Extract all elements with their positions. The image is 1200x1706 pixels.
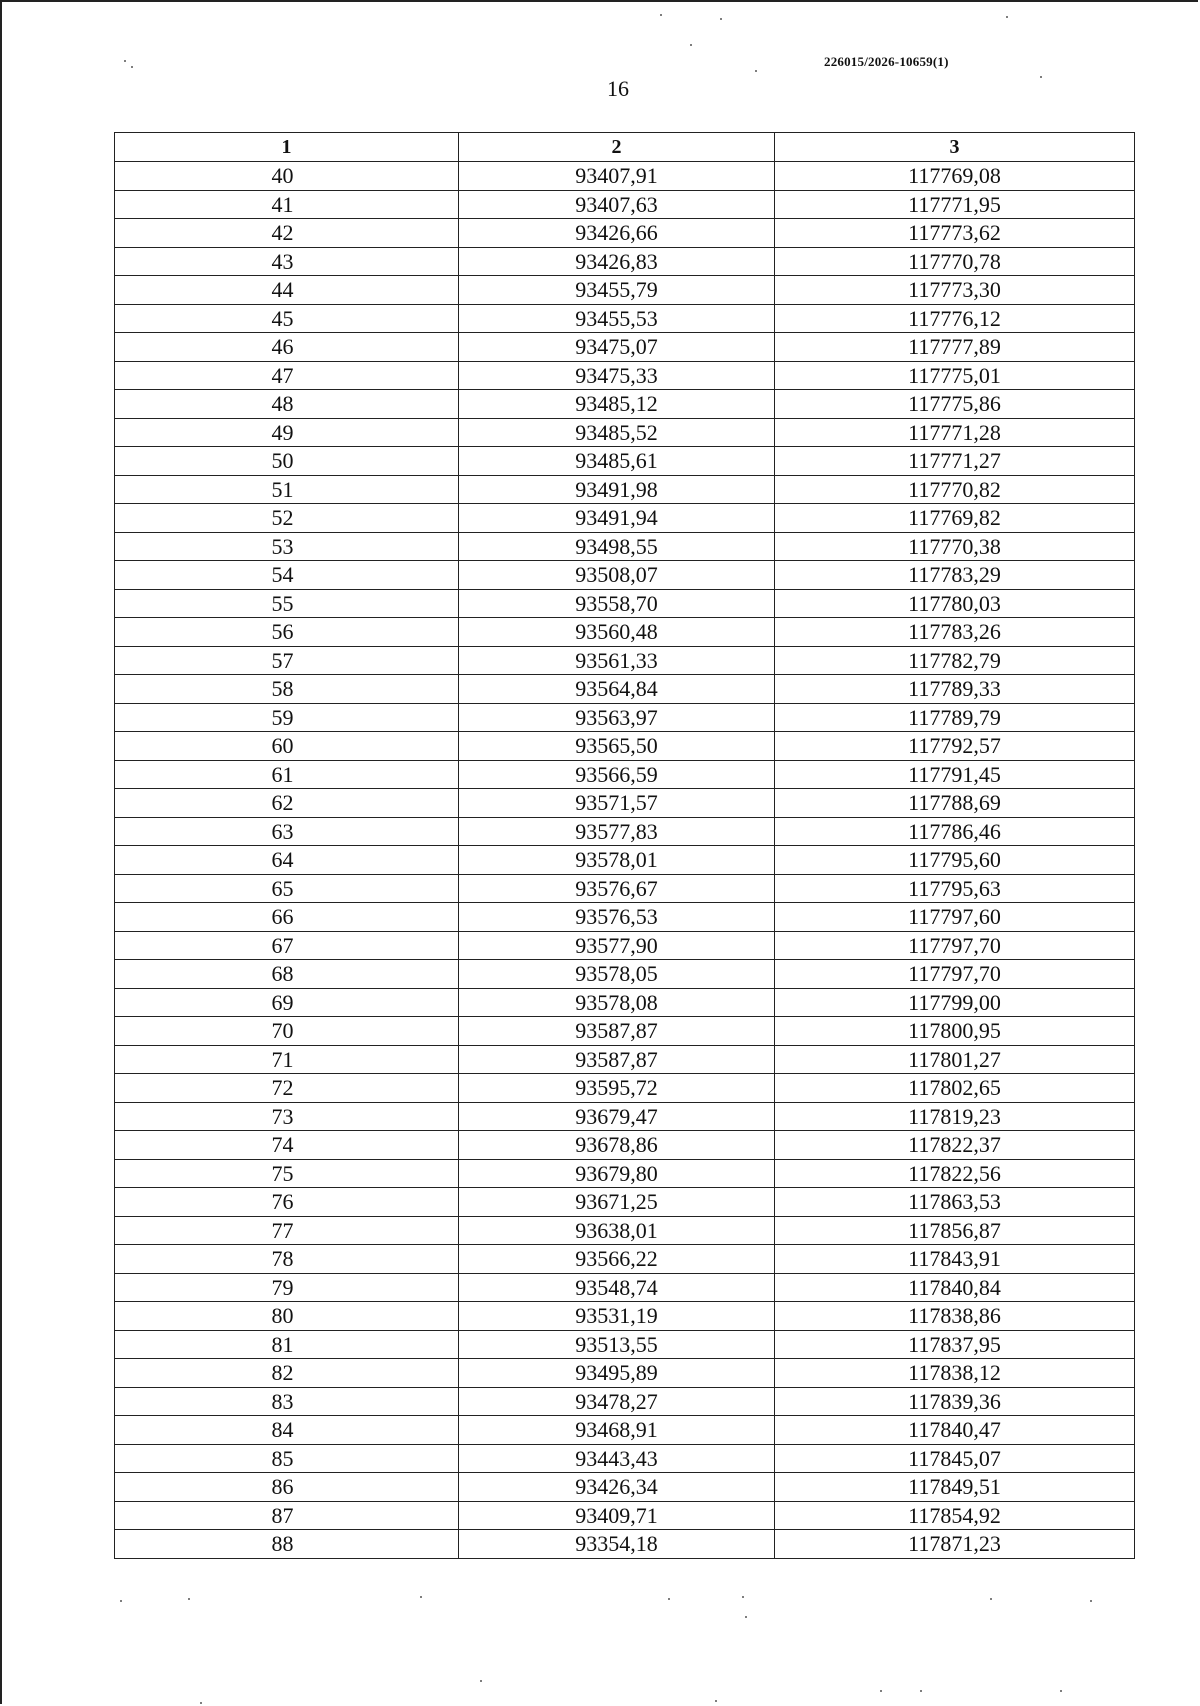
table-row bbox=[115, 1444, 1135, 1473]
table-cell-col-1: 59 bbox=[115, 703, 459, 732]
table-row bbox=[115, 561, 1135, 590]
table-row bbox=[115, 532, 1135, 561]
table-cell-col-2: 93671,25 bbox=[459, 1188, 775, 1217]
table-row bbox=[115, 589, 1135, 618]
table-cell-col-1: 66 bbox=[115, 903, 459, 932]
table-cell-col-1: 45 bbox=[115, 304, 459, 333]
table-row bbox=[115, 418, 1135, 447]
table-cell-col-3: 117770,78 bbox=[775, 247, 1135, 276]
table-cell-col-2: 93565,50 bbox=[459, 732, 775, 761]
table-cell-col-3: 117840,47 bbox=[775, 1416, 1135, 1445]
table-row bbox=[115, 361, 1135, 390]
table-cell-col-2: 93578,08 bbox=[459, 988, 775, 1017]
table-cell-col-1: 68 bbox=[115, 960, 459, 989]
table-cell-col-2: 93407,63 bbox=[459, 190, 775, 219]
table-cell-col-3: 117840,84 bbox=[775, 1273, 1135, 1302]
table-cell-col-2: 93478,27 bbox=[459, 1387, 775, 1416]
table-row bbox=[115, 390, 1135, 419]
table-cell-col-3: 117845,07 bbox=[775, 1444, 1135, 1473]
table-cell-col-3: 117777,89 bbox=[775, 333, 1135, 362]
table-row bbox=[115, 1188, 1135, 1217]
table-cell-col-2: 93566,59 bbox=[459, 760, 775, 789]
table-cell-col-1: 56 bbox=[115, 618, 459, 647]
table-cell-col-3: 117801,27 bbox=[775, 1045, 1135, 1074]
table-row bbox=[115, 1473, 1135, 1502]
table-row bbox=[115, 874, 1135, 903]
table-row bbox=[115, 1074, 1135, 1103]
table-cell-col-2: 93443,43 bbox=[459, 1444, 775, 1473]
table-header-row bbox=[115, 133, 1135, 162]
table-cell-col-3: 117837,95 bbox=[775, 1330, 1135, 1359]
table-cell-col-1: 44 bbox=[115, 276, 459, 305]
table-row bbox=[115, 304, 1135, 333]
table-cell-col-1: 86 bbox=[115, 1473, 459, 1502]
table-cell-col-1: 63 bbox=[115, 817, 459, 846]
table-cell-col-3: 117770,38 bbox=[775, 532, 1135, 561]
table-row bbox=[115, 1245, 1135, 1274]
table-cell-col-1: 48 bbox=[115, 390, 459, 419]
page-number: 16 bbox=[607, 76, 629, 101]
table-cell-col-1: 84 bbox=[115, 1416, 459, 1445]
table-cell-col-1: 73 bbox=[115, 1102, 459, 1131]
table-cell-col-3: 117799,00 bbox=[775, 988, 1135, 1017]
table-cell-col-1: 61 bbox=[115, 760, 459, 789]
table-cell-col-3: 117789,79 bbox=[775, 703, 1135, 732]
table-row bbox=[115, 1131, 1135, 1160]
table-row bbox=[115, 1102, 1135, 1131]
table-row bbox=[115, 846, 1135, 875]
table-cell-col-1: 80 bbox=[115, 1302, 459, 1331]
table-row bbox=[115, 703, 1135, 732]
table-cell-col-1: 74 bbox=[115, 1131, 459, 1160]
table-cell-col-2: 93495,89 bbox=[459, 1359, 775, 1388]
table-cell-col-1: 69 bbox=[115, 988, 459, 1017]
table-cell-col-3: 117838,12 bbox=[775, 1359, 1135, 1388]
table-cell-col-3: 117775,01 bbox=[775, 361, 1135, 390]
table-cell-col-3: 117839,36 bbox=[775, 1387, 1135, 1416]
table-row bbox=[115, 1501, 1135, 1530]
table-cell-col-1: 79 bbox=[115, 1273, 459, 1302]
table-cell-col-3: 117838,86 bbox=[775, 1302, 1135, 1331]
table-cell-col-3: 117771,27 bbox=[775, 447, 1135, 476]
table-cell-col-3: 117843,91 bbox=[775, 1245, 1135, 1274]
table-cell-col-3: 117795,63 bbox=[775, 874, 1135, 903]
column-header-1: 1 bbox=[115, 133, 459, 162]
table-cell-col-3: 117822,37 bbox=[775, 1131, 1135, 1160]
table-cell-col-1: 87 bbox=[115, 1501, 459, 1530]
table-cell-col-3: 117770,82 bbox=[775, 475, 1135, 504]
table-cell-col-1: 81 bbox=[115, 1330, 459, 1359]
table-row bbox=[115, 1330, 1135, 1359]
table-cell-col-2: 93409,71 bbox=[459, 1501, 775, 1530]
table-cell-col-3: 117822,56 bbox=[775, 1159, 1135, 1188]
table-cell-col-2: 93571,57 bbox=[459, 789, 775, 818]
table-row bbox=[115, 190, 1135, 219]
table-cell-col-2: 93491,98 bbox=[459, 475, 775, 504]
table-cell-col-1: 43 bbox=[115, 247, 459, 276]
table-cell-col-3: 117791,45 bbox=[775, 760, 1135, 789]
table-cell-col-2: 93508,07 bbox=[459, 561, 775, 590]
table-cell-col-3: 117797,70 bbox=[775, 931, 1135, 960]
table-cell-col-3: 117863,53 bbox=[775, 1188, 1135, 1217]
table-cell-col-2: 93426,66 bbox=[459, 219, 775, 248]
table-cell-col-3: 117773,30 bbox=[775, 276, 1135, 305]
table-cell-col-3: 117797,70 bbox=[775, 960, 1135, 989]
coordinates-table bbox=[114, 132, 1135, 1559]
table-cell-col-2: 93595,72 bbox=[459, 1074, 775, 1103]
column-header-3: 3 bbox=[775, 133, 1135, 162]
table-cell-col-2: 93563,97 bbox=[459, 703, 775, 732]
table-row bbox=[115, 1302, 1135, 1331]
table-row bbox=[115, 988, 1135, 1017]
table-row bbox=[115, 447, 1135, 476]
table-cell-col-2: 93587,87 bbox=[459, 1017, 775, 1046]
table-cell-col-1: 47 bbox=[115, 361, 459, 390]
table-cell-col-2: 93638,01 bbox=[459, 1216, 775, 1245]
table-cell-col-2: 93468,91 bbox=[459, 1416, 775, 1445]
table-cell-col-3: 117800,95 bbox=[775, 1017, 1135, 1046]
table-cell-col-2: 93587,87 bbox=[459, 1045, 775, 1074]
table-row bbox=[115, 760, 1135, 789]
table-cell-col-2: 93578,01 bbox=[459, 846, 775, 875]
table-cell-col-3: 117786,46 bbox=[775, 817, 1135, 846]
table-cell-col-2: 93485,52 bbox=[459, 418, 775, 447]
table-cell-col-3: 117788,69 bbox=[775, 789, 1135, 818]
table-cell-col-1: 41 bbox=[115, 190, 459, 219]
table-cell-col-3: 117782,79 bbox=[775, 646, 1135, 675]
table-row bbox=[115, 903, 1135, 932]
table-cell-col-1: 76 bbox=[115, 1188, 459, 1217]
table-row bbox=[115, 817, 1135, 846]
table-cell-col-3: 117769,82 bbox=[775, 504, 1135, 533]
table-cell-col-2: 93678,86 bbox=[459, 1131, 775, 1160]
table-cell-col-3: 117792,57 bbox=[775, 732, 1135, 761]
table-row bbox=[115, 646, 1135, 675]
table-cell-col-1: 49 bbox=[115, 418, 459, 447]
table-row bbox=[115, 618, 1135, 647]
table-cell-col-1: 42 bbox=[115, 219, 459, 248]
table-cell-col-3: 117856,87 bbox=[775, 1216, 1135, 1245]
table-cell-col-2: 93455,53 bbox=[459, 304, 775, 333]
table-cell-col-3: 117780,03 bbox=[775, 589, 1135, 618]
table-cell-col-2: 93560,48 bbox=[459, 618, 775, 647]
table-row bbox=[115, 276, 1135, 305]
table-cell-col-2: 93531,19 bbox=[459, 1302, 775, 1331]
table-row bbox=[115, 1359, 1135, 1388]
table-cell-col-3: 117871,23 bbox=[775, 1530, 1135, 1559]
table-cell-col-1: 75 bbox=[115, 1159, 459, 1188]
table-cell-col-3: 117802,65 bbox=[775, 1074, 1135, 1103]
table-cell-col-3: 117775,86 bbox=[775, 390, 1135, 419]
table-row bbox=[115, 1387, 1135, 1416]
table-cell-col-1: 82 bbox=[115, 1359, 459, 1388]
table-cell-col-3: 117769,08 bbox=[775, 162, 1135, 191]
table-row bbox=[115, 333, 1135, 362]
table-cell-col-2: 93548,74 bbox=[459, 1273, 775, 1302]
table-cell-col-2: 93426,34 bbox=[459, 1473, 775, 1502]
table-cell-col-1: 85 bbox=[115, 1444, 459, 1473]
table-cell-col-1: 40 bbox=[115, 162, 459, 191]
table-cell-col-2: 93576,67 bbox=[459, 874, 775, 903]
table-cell-col-1: 57 bbox=[115, 646, 459, 675]
table-cell-col-2: 93566,22 bbox=[459, 1245, 775, 1274]
table-cell-col-1: 50 bbox=[115, 447, 459, 476]
table-cell-col-1: 62 bbox=[115, 789, 459, 818]
table-cell-col-1: 67 bbox=[115, 931, 459, 960]
table-row bbox=[115, 931, 1135, 960]
table-cell-col-1: 55 bbox=[115, 589, 459, 618]
table-cell-col-2: 93577,83 bbox=[459, 817, 775, 846]
table-cell-col-1: 53 bbox=[115, 532, 459, 561]
table-cell-col-2: 93513,55 bbox=[459, 1330, 775, 1359]
table-cell-col-3: 117795,60 bbox=[775, 846, 1135, 875]
table-cell-col-3: 117789,33 bbox=[775, 675, 1135, 704]
table-cell-col-3: 117773,62 bbox=[775, 219, 1135, 248]
table-cell-col-2: 93498,55 bbox=[459, 532, 775, 561]
table-cell-col-3: 117797,60 bbox=[775, 903, 1135, 932]
table-row bbox=[115, 219, 1135, 248]
table-row bbox=[115, 960, 1135, 989]
table-cell-col-3: 117771,28 bbox=[775, 418, 1135, 447]
table-row bbox=[115, 675, 1135, 704]
table-cell-col-3: 117849,51 bbox=[775, 1473, 1135, 1502]
table-row bbox=[115, 1273, 1135, 1302]
table-cell-col-3: 117776,12 bbox=[775, 304, 1135, 333]
table-cell-col-2: 93455,79 bbox=[459, 276, 775, 305]
table-cell-col-2: 93561,33 bbox=[459, 646, 775, 675]
table-cell-col-1: 88 bbox=[115, 1530, 459, 1559]
table-row bbox=[115, 1159, 1135, 1188]
table-cell-col-2: 93578,05 bbox=[459, 960, 775, 989]
table-cell-col-1: 72 bbox=[115, 1074, 459, 1103]
table-cell-col-2: 93564,84 bbox=[459, 675, 775, 704]
table-row bbox=[115, 1416, 1135, 1445]
table-cell-col-2: 93576,53 bbox=[459, 903, 775, 932]
table-cell-col-3: 117783,29 bbox=[775, 561, 1135, 590]
table-cell-col-1: 77 bbox=[115, 1216, 459, 1245]
table-cell-col-1: 52 bbox=[115, 504, 459, 533]
table-cell-col-1: 58 bbox=[115, 675, 459, 704]
table-cell-col-2: 93679,47 bbox=[459, 1102, 775, 1131]
table-cell-col-1: 60 bbox=[115, 732, 459, 761]
table-row bbox=[115, 732, 1135, 761]
table-cell-col-2: 93475,07 bbox=[459, 333, 775, 362]
table-row bbox=[115, 1216, 1135, 1245]
table-cell-col-1: 83 bbox=[115, 1387, 459, 1416]
table-cell-col-3: 117771,95 bbox=[775, 190, 1135, 219]
table-row bbox=[115, 789, 1135, 818]
table-cell-col-1: 46 bbox=[115, 333, 459, 362]
table-cell-col-1: 64 bbox=[115, 846, 459, 875]
table-row bbox=[115, 504, 1135, 533]
table-cell-col-1: 65 bbox=[115, 874, 459, 903]
table-cell-col-2: 93407,91 bbox=[459, 162, 775, 191]
table-row bbox=[115, 475, 1135, 504]
table-cell-col-1: 54 bbox=[115, 561, 459, 590]
table-cell-col-3: 117783,26 bbox=[775, 618, 1135, 647]
table-body bbox=[115, 162, 1135, 1559]
table-cell-col-2: 93679,80 bbox=[459, 1159, 775, 1188]
table-row bbox=[115, 247, 1135, 276]
table-row bbox=[115, 1017, 1135, 1046]
table-row bbox=[115, 1530, 1135, 1559]
table-cell-col-1: 70 bbox=[115, 1017, 459, 1046]
table-cell-col-2: 93354,18 bbox=[459, 1530, 775, 1559]
table-row bbox=[115, 1045, 1135, 1074]
table-cell-col-2: 93475,33 bbox=[459, 361, 775, 390]
table-cell-col-1: 51 bbox=[115, 475, 459, 504]
table-cell-col-2: 93577,90 bbox=[459, 931, 775, 960]
table-cell-col-1: 71 bbox=[115, 1045, 459, 1074]
table-cell-col-2: 93485,12 bbox=[459, 390, 775, 419]
table-cell-col-2: 93491,94 bbox=[459, 504, 775, 533]
table-cell-col-3: 117854,92 bbox=[775, 1501, 1135, 1530]
table-row bbox=[115, 162, 1135, 191]
table-cell-col-2: 93426,83 bbox=[459, 247, 775, 276]
table-cell-col-2: 93558,70 bbox=[459, 589, 775, 618]
column-header-2: 2 bbox=[459, 133, 775, 162]
table-cell-col-1: 78 bbox=[115, 1245, 459, 1274]
table-cell-col-2: 93485,61 bbox=[459, 447, 775, 476]
document-number: 226015/2026-10659(1) bbox=[824, 54, 949, 69]
table-cell-col-3: 117819,23 bbox=[775, 1102, 1135, 1131]
